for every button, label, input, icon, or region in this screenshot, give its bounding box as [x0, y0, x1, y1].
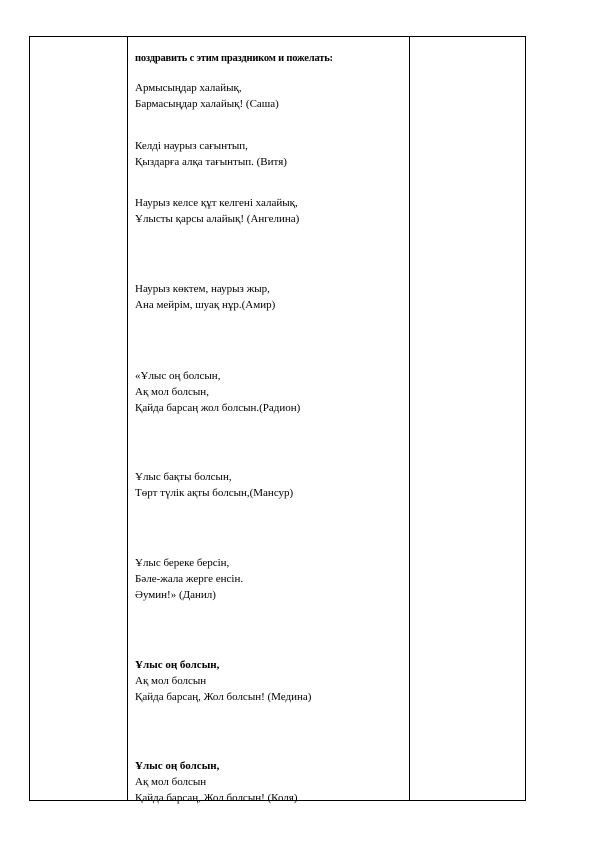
verse-2	[135, 138, 287, 170]
header-line: поздравить с этим праздником и пожелать:	[135, 53, 333, 64]
verse-line: «Ұлыс оң болсын,	[135, 370, 221, 382]
verse-line: Ақ мол болсын	[135, 776, 207, 788]
verse-line: Ұлыс береке берсін,	[135, 557, 230, 569]
verse-line: Әумин!» (Данил)	[135, 589, 216, 601]
verse-line: Бәле-жала жерге енсін.	[135, 573, 244, 585]
verse-9	[135, 758, 298, 806]
verse-line: Бармасыңдар халайық! (Саша)	[135, 98, 279, 110]
verse-line: Наурыз көктем, наурыз жыр,	[135, 283, 270, 295]
verse-line: Қайда барсаң, Жол болсын! (Медина)	[135, 691, 312, 703]
verse-1	[135, 80, 279, 112]
column-divider-right	[409, 37, 410, 800]
verse-line: Келді наурыз сағынтып,	[135, 140, 248, 152]
verse-line: Ақ мол болсын,	[135, 386, 209, 398]
verse-4	[135, 281, 275, 313]
verse-line: Қайда барсаң жол болсын.(Радион)	[135, 402, 301, 414]
verse-line: Ақ мол болсын	[135, 675, 207, 687]
verse-3	[135, 195, 299, 227]
verse-line: Армысыңдар халайық,	[135, 82, 242, 94]
verse-line: Ұлыс оң болсын,	[135, 760, 220, 772]
verse-line: Ана мейрім, шуақ нұр.(Амир)	[135, 299, 276, 311]
verse-line: Төрт түлік ақты болсын,(Мансур)	[135, 487, 294, 499]
verse-line: Ұлыс бақты болсын,	[135, 471, 232, 483]
verse-6	[135, 469, 293, 501]
verse-line: Қайда барсаң, Жол болсын! (Коля)	[135, 792, 298, 804]
verse-8	[135, 657, 311, 705]
column-divider-left	[127, 37, 128, 800]
verse-line: Қыздарға алқа тағынтып. (Витя)	[135, 156, 287, 168]
verse-7	[135, 555, 243, 603]
verse-5	[135, 368, 300, 416]
verse-line: Наурыз келсе құт келгені халайық,	[135, 197, 298, 209]
verse-line: Ұлысты қарсы алайық! (Ангелина)	[135, 213, 300, 225]
verse-line: Ұлыс оң болсын,	[135, 659, 220, 671]
